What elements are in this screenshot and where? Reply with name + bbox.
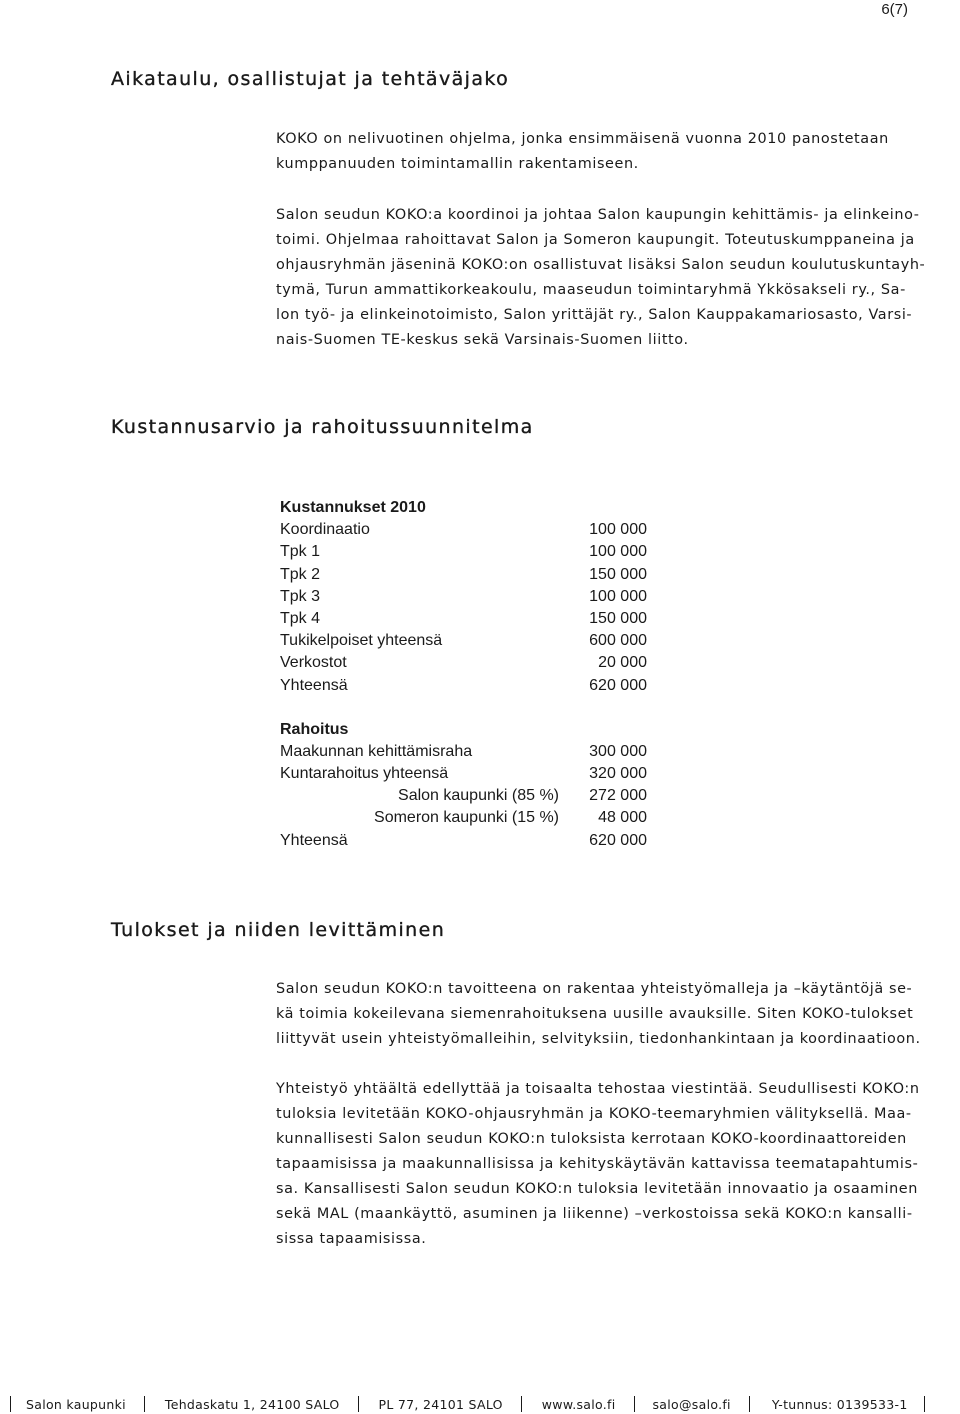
- text-line: Salon seudun KOKO:a koordinoi ja johtaa Salon kaupungin kehittämis- ja elinkeino-: [276, 207, 920, 223]
- row-value: 100 000: [589, 521, 647, 539]
- row-label: Tpk 4: [280, 609, 321, 627]
- participants-paragraph: [276, 203, 956, 353]
- footer-divider: [634, 1396, 635, 1412]
- row-value: 20 000: [598, 654, 647, 672]
- text-line: nais-Suomen TE-keskus sekä Varsinais-Suomen liitto.: [276, 332, 689, 348]
- page-number: 6(7): [881, 1, 908, 18]
- section-heading-results: Tulokset ja niiden levittäminen: [111, 919, 446, 941]
- row-label: Yhteensä: [280, 831, 348, 849]
- table-row: [280, 519, 660, 541]
- row-label: Tpk 1: [280, 543, 321, 561]
- text-line: ohjausryhmän jäseninä KOKO:on osallistuvat lisäksi Salon seudun koulutuskuntayh-: [276, 257, 926, 273]
- row-value: 272 000: [589, 787, 647, 805]
- table-row: [280, 586, 660, 608]
- footer-organization: Salon kaupunki: [26, 1396, 126, 1412]
- text-line: tuloksia levitetään KOKO-ohjausryhmän ja KOKO-teemaryhmien välityksellä. Maa-: [276, 1106, 912, 1122]
- footer-postal-address: PL 77, 24101 SALO: [378, 1396, 503, 1412]
- table-row: [280, 741, 660, 763]
- table-row: [280, 785, 660, 807]
- text-line: sa. Kansallisesti Salon seudun KOKO:n tuloksia levitetään innovaatio ja osaaminen: [276, 1181, 918, 1197]
- text-line: lon työ- ja elinkeinotoimisto, Salon yrittäjät ry., Salon Kauppakamariosasto, Varsi-: [276, 307, 913, 323]
- row-value: 150 000: [589, 609, 647, 627]
- table-row: [280, 630, 660, 652]
- row-value: 600 000: [589, 632, 647, 650]
- footer-divider: [521, 1396, 522, 1412]
- footer-divider: [924, 1396, 925, 1412]
- row-label: Salon kaupunki (85 %): [398, 787, 559, 805]
- row-label: Koordinaatio: [280, 521, 370, 539]
- footer-divider: [358, 1396, 359, 1412]
- section-heading-schedule: Aikataulu, osallistujat ja tehtäväjako: [111, 68, 510, 90]
- row-value: 100 000: [589, 543, 647, 561]
- footer-street-address: Tehdaskatu 1, 24100 SALO: [164, 1396, 340, 1412]
- footer-divider: [144, 1396, 145, 1412]
- footer-website: www.salo.fi: [541, 1396, 616, 1412]
- costs-title: Kustannukset 2010: [280, 499, 426, 516]
- row-label: Yhteensä: [280, 676, 348, 694]
- text-line: liittyvät usein yhteistyömalleihin, selvityksiin, tiedonhankintaan ja koordinaatioon.: [276, 1031, 921, 1047]
- row-value: 300 000: [589, 742, 647, 760]
- funding-title-row: [280, 719, 660, 741]
- text-line: toimi. Ohjelmaa rahoittavat Salon ja Someron kaupungit. Toteutuskumppaneina ja: [276, 232, 915, 248]
- text-line: kumppanuuden toimintamallin rakentamiseen.: [276, 156, 639, 172]
- row-value: 48 000: [598, 809, 647, 827]
- table-row: [280, 807, 660, 829]
- table-row: [280, 652, 660, 674]
- results-paragraph: [276, 977, 956, 1052]
- row-label: Tpk 2: [280, 565, 321, 583]
- footer-business-id: Y-tunnus: 0139533-1: [771, 1396, 908, 1412]
- row-value: 320 000: [589, 765, 647, 783]
- text-line: sissa tapaamisissa.: [276, 1231, 427, 1247]
- table-row: [280, 608, 660, 630]
- row-label: Someron kaupunki (15 %): [374, 809, 559, 827]
- row-label: Verkostot: [280, 654, 347, 672]
- text-line: tapaamisissa ja maakunnallisissa ja kehityskäytävän kattavissa teematapahtumis-: [276, 1156, 919, 1172]
- text-line: Salon seudun KOKO:n tavoitteena on rakentaa yhteistyömalleja ja –käytäntöjä se-: [276, 981, 913, 997]
- text-line: KOKO on nelivuotinen ohjelma, jonka ensimmäisenä vuonna 2010 panostetaan: [276, 131, 889, 147]
- row-value: 620 000: [589, 676, 647, 694]
- row-value: 620 000: [589, 831, 647, 849]
- row-label: Maakunnan kehittämisraha: [280, 742, 473, 760]
- row-label: Kuntarahoitus yhteensä: [280, 765, 449, 783]
- row-label: Tukikelpoiset yhteensä: [280, 632, 443, 650]
- table-row: [280, 830, 660, 852]
- text-line: Yhteistyö yhtäältä edellyttää ja toisaalta tehostaa viestintää. Seudullisesti KOKO:n: [276, 1081, 920, 1097]
- page-footer: [10, 1394, 955, 1414]
- section-heading-budget: Kustannusarvio ja rahoitussuunnitelma: [111, 416, 534, 438]
- footer-divider: [10, 1396, 11, 1412]
- costs-title-row: [280, 497, 660, 519]
- text-line: sekä MAL (maankäyttö, asuminen ja liikenne) –verkostoissa sekä KOKO:n kansalli-: [276, 1206, 913, 1222]
- budget-table: [280, 497, 660, 852]
- footer-email: salo@salo.fi: [652, 1396, 731, 1412]
- row-value: 150 000: [589, 565, 647, 583]
- table-row: [280, 564, 660, 586]
- text-line: kunnallisesti Salon seudun KOKO:n tuloksista kerrotaan KOKO-koordinaattoreiden: [276, 1131, 907, 1147]
- funding-title: Rahoitus: [280, 720, 349, 738]
- row-value: 100 000: [589, 587, 647, 605]
- footer-divider: [749, 1396, 750, 1412]
- text-line: tymä, Turun ammattikorkeakoulu, maaseudun toimintaryhmä Ykkösakseli ry., Sa-: [276, 282, 906, 298]
- text-line: kä toimia kokeilevana siemenrahoituksena uusille avauksille. Siten KOKO-tulokset: [276, 1006, 914, 1022]
- table-row: [280, 541, 660, 563]
- row-label: Tpk 3: [280, 587, 321, 605]
- intro-paragraph: [276, 127, 956, 177]
- table-row: [280, 675, 660, 697]
- table-row: [280, 763, 660, 785]
- communication-paragraph: [276, 1077, 956, 1252]
